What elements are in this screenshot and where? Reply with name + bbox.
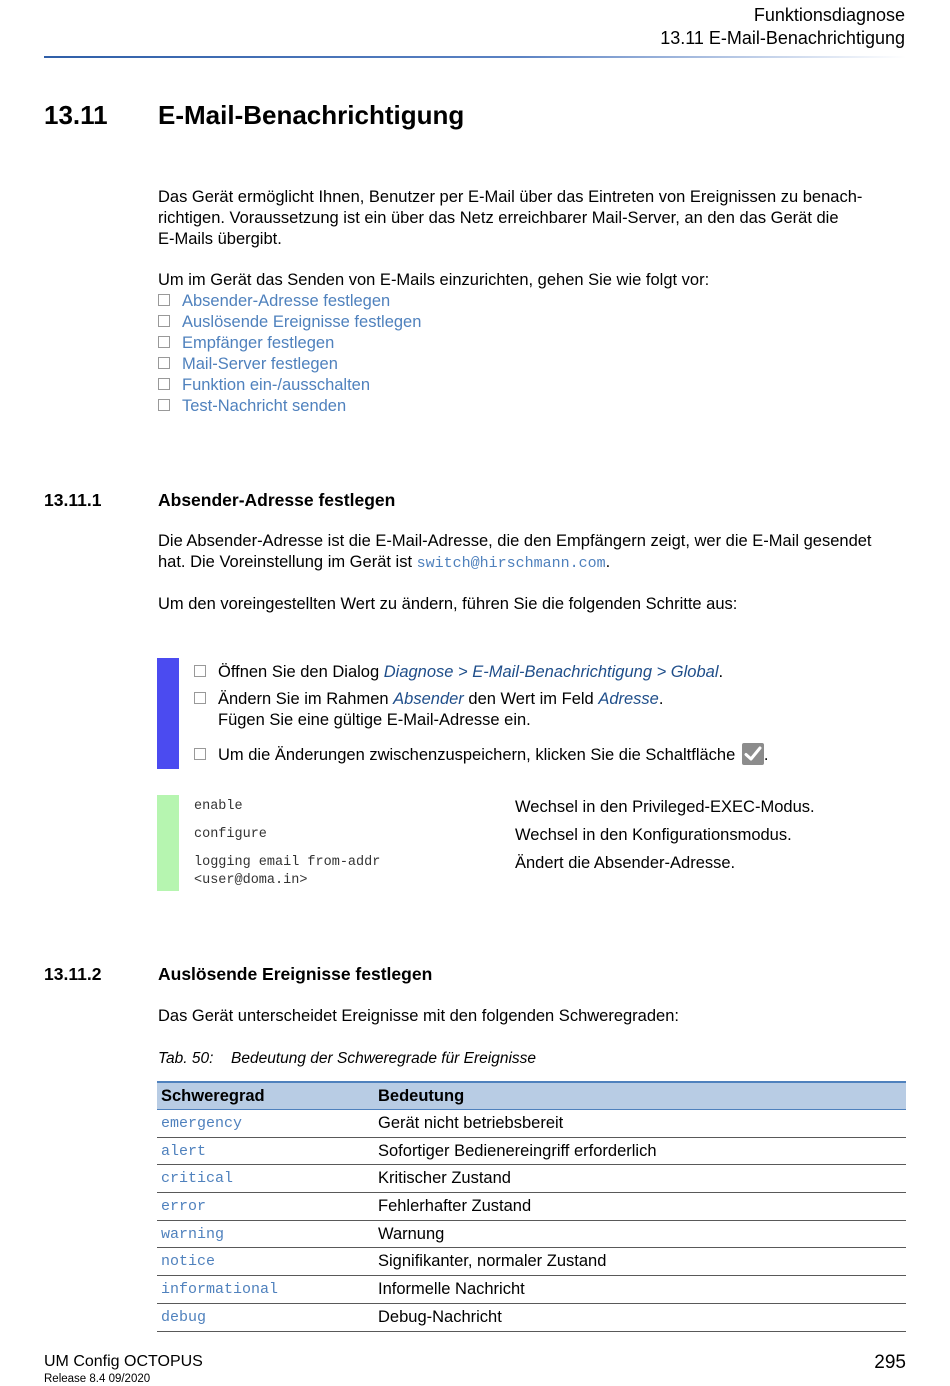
subsection-title: Absender-Adresse festlegen (158, 490, 396, 510)
subsection-title: Auslösende Ereignisse festlegen (158, 964, 433, 984)
severity-meaning: Kritischer Zustand (374, 1165, 906, 1193)
running-header-section: 13.11 E-Mail-Benachrichtigung (660, 28, 905, 48)
table-row (157, 1165, 906, 1193)
table-caption-text: Bedeutung der Schweregrade für Ereignisse (231, 1050, 537, 1067)
severity-level[interactable]: informational (157, 1276, 374, 1304)
cli-command: logging email from-addr <user@doma.in> (194, 855, 381, 888)
list-item (158, 396, 898, 417)
section-number: 13.11 (44, 100, 108, 130)
table-caption (158, 1050, 536, 1068)
step-text-end: . (718, 663, 724, 681)
checkbox-bullet-icon (194, 748, 206, 760)
table-row (157, 1248, 906, 1276)
running-header-chapter: Funktionsdiagnose (753, 5, 905, 25)
intro-line: richtigen. Voraussetzung ist ein über das Netz erreichbarer Mail-Server, an den das Gerät die (158, 209, 839, 227)
table-header-row (157, 1082, 906, 1110)
cli-command: enable (194, 799, 243, 814)
page-number: 295 (874, 1352, 906, 1373)
severity-level[interactable]: alert (157, 1137, 374, 1165)
cli-description: Wechsel in den Konfigurationsmodus. (515, 826, 792, 844)
severity-meaning: Warnung (374, 1220, 906, 1248)
intro-line: E-Mails übergibt. (158, 230, 282, 248)
checkbox-bullet-icon (158, 315, 170, 327)
subsection-number: 13.11.1 (44, 490, 102, 510)
field-name: Adresse (598, 690, 659, 708)
section-title: E-Mail-Benachrichtigung (158, 100, 465, 130)
change-intro: Um den voreingestellten Wert zu ändern, führen Sie die folgenden Schritte aus: (158, 595, 738, 613)
list-item (158, 375, 898, 396)
checkbox-bullet-icon (158, 336, 170, 348)
checkbox-bullet-icon (194, 665, 206, 677)
sender-line: Die Absender-Adresse ist die E-Mail-Adresse, die den Empfängern zeigt, wer die E-Mail gesendet (158, 532, 872, 550)
intro-line: Das Gerät ermöglicht Ihnen, Benutzer per E-Mail über das Eintreten von Ereignissen zu benach- (158, 188, 863, 206)
list-item (158, 291, 898, 312)
severity-meaning: Signifikanter, normaler Zustand (374, 1248, 906, 1276)
gui-step-save (194, 743, 904, 766)
footer-product: UM Config OCTOPUS (44, 1353, 203, 1370)
step-text-line2: Fügen Sie eine gültige E-Mail-Adresse ein. (218, 711, 531, 729)
frame-name: Absender (393, 690, 464, 708)
cli-description: Wechsel in den Privileged-EXEC-Modus. (515, 798, 815, 816)
step-link[interactable]: Funktion ein-/ausschalten (182, 376, 371, 394)
step-text: den Wert im Feld (463, 690, 599, 708)
severity-intro: Das Gerät unterscheidet Ereignisse mit den folgenden Schweregraden: (158, 1007, 679, 1025)
column-header: Bedeutung (374, 1082, 906, 1110)
steps-intro: Um im Gerät das Senden von E-Mails einzurichten, gehen Sie wie folgt vor: (158, 271, 710, 289)
checkbox-bullet-icon (158, 399, 170, 411)
severity-meaning: Debug-Nachricht (374, 1303, 906, 1331)
step-text-end: . (658, 690, 664, 708)
checkbox-bullet-icon (158, 357, 170, 369)
step-text-end: . (763, 746, 769, 764)
table-row (157, 1276, 906, 1304)
severity-meaning: Sofortiger Bedienereingriff erforderlich (374, 1137, 906, 1165)
severity-level[interactable]: debug (157, 1303, 374, 1331)
sender-line (158, 552, 872, 574)
sender-text: hat. Die Voreinstellung im Gerät ist (158, 553, 417, 571)
step-link[interactable]: Absender-Adresse festlegen (182, 292, 391, 310)
sender-paragraph (158, 531, 872, 574)
step-link[interactable]: Mail-Server festlegen (182, 355, 338, 373)
gui-step-change-address (194, 689, 904, 731)
severity-level[interactable]: error (157, 1193, 374, 1221)
cli-marker-bar (157, 795, 179, 891)
table-row (157, 1220, 906, 1248)
sender-text-end: . (605, 553, 611, 571)
checkbox-bullet-icon (158, 294, 170, 306)
severity-meaning: Gerät nicht betriebsbereit (374, 1110, 906, 1138)
gui-marker-bar (157, 658, 179, 769)
list-item (158, 333, 898, 354)
step-link[interactable]: Empfänger festlegen (182, 334, 335, 352)
severity-table (157, 1081, 906, 1332)
step-text: Ändern Sie im Rahmen (218, 690, 394, 708)
severity-level[interactable]: notice (157, 1248, 374, 1276)
step-link[interactable]: Test-Nachricht senden (182, 397, 347, 415)
table-caption-number: Tab. 50: (158, 1050, 214, 1067)
dialog-path: Diagnose > E-Mail-Benachrichtigung > Global (383, 663, 719, 681)
checkbox-bullet-icon (158, 378, 170, 390)
severity-level[interactable]: emergency (157, 1110, 374, 1138)
severity-meaning: Informelle Nachricht (374, 1276, 906, 1304)
step-text: Öffnen Sie den Dialog (218, 663, 384, 681)
step-link[interactable]: Auslösende Ereignisse festlegen (182, 313, 422, 331)
gui-step-open-dialog (194, 662, 904, 683)
steps-list (158, 291, 898, 417)
list-item (158, 354, 898, 375)
severity-level[interactable]: warning (157, 1220, 374, 1248)
header-rule (44, 56, 906, 58)
subsection-number: 13.11.2 (44, 964, 102, 984)
checkbox-bullet-icon (194, 692, 206, 704)
checkmark-icon (742, 743, 764, 765)
severity-meaning: Fehlerhafter Zustand (374, 1193, 906, 1221)
list-item (158, 312, 898, 333)
cli-command: configure (194, 827, 267, 842)
table-row (157, 1137, 906, 1165)
table-row (157, 1303, 906, 1331)
table-row (157, 1193, 906, 1221)
table-row (157, 1110, 906, 1138)
intro-paragraph (158, 187, 862, 250)
cli-description: Ändert die Absender-Adresse. (515, 854, 736, 872)
severity-level[interactable]: critical (157, 1165, 374, 1193)
default-address-link[interactable]: switch@hirschmann.com (416, 555, 606, 572)
footer-release: Release 8.4 09/2020 (44, 1373, 151, 1385)
step-text: Um die Änderungen zwischenzuspeichern, klicken Sie die Schaltfläche (218, 746, 740, 764)
column-header: Schweregrad (157, 1082, 374, 1110)
